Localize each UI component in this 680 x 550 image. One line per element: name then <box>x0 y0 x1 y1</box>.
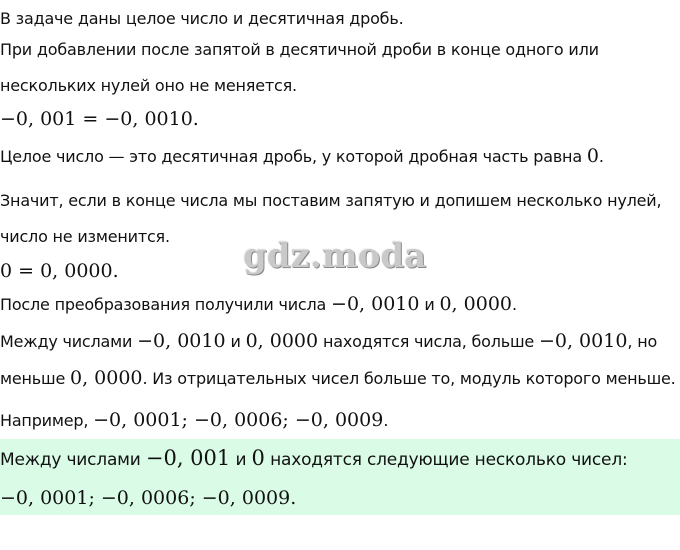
text: находятся следующие несколько чисел: <box>264 450 628 470</box>
line-task <box>0 9 403 29</box>
text: Между числами <box>0 332 138 351</box>
text: При добавлении после запятой в десятичной дроби в конце одного или <box>0 40 599 59</box>
math: 0, 0000 <box>69 367 143 389</box>
math: −0, 0010 <box>137 330 226 352</box>
math: −0, 0001; −0, 0006; −0, 0009 <box>93 409 384 431</box>
text: Значит, если в конце числа мы поставим запятую и допишем несколько нулей, <box>0 191 662 210</box>
line-rule-1 <box>0 40 599 60</box>
line-rule-2 <box>0 76 297 96</box>
line-conclusion-1 <box>0 191 661 211</box>
line-between-2 <box>0 368 676 389</box>
math: −0, 0010 <box>331 293 420 315</box>
equation-2 <box>0 259 119 283</box>
math: 0 <box>251 446 265 470</box>
text: меньше <box>0 369 70 388</box>
text: число не изменится. <box>0 227 170 246</box>
text: Например, <box>0 411 94 430</box>
math: 0 = 0, 0000. <box>0 260 119 282</box>
line-between-1 <box>0 331 657 352</box>
text: После преобразования получили числа <box>0 295 332 314</box>
watermark: gdz.moda <box>243 236 427 276</box>
math: −0, 0001; −0, 0006; −0, 0009. <box>0 487 297 509</box>
text: , но <box>627 332 658 351</box>
text: В задаче даны целое число и десятичная дробь. <box>0 9 404 28</box>
text: и <box>419 295 440 314</box>
line-conclusion-2 <box>0 227 170 247</box>
text: . <box>383 411 389 430</box>
math: −0, 001 = −0, 0010. <box>0 108 199 130</box>
text: нескольких нулей оно не меняется. <box>0 76 297 95</box>
math: −0, 0010 <box>538 330 628 352</box>
math: 0, 0000 <box>439 293 512 315</box>
line-example <box>0 410 388 431</box>
math: 0, 0000 <box>245 330 319 352</box>
text: . <box>598 147 604 166</box>
answer-line-2 <box>0 484 296 511</box>
text: . <box>512 295 517 314</box>
text: Целое число — это десятичная дробь, у которой дробная часть равна <box>0 147 587 166</box>
text: Между числами <box>0 450 146 470</box>
text: и <box>225 332 246 351</box>
text: и <box>230 450 252 470</box>
line-integer <box>0 146 604 167</box>
equation-1 <box>0 107 199 131</box>
text: находятся числа, больше <box>318 332 539 351</box>
text: . Из отрицательных чисел больше то, модуль которого меньше. <box>142 369 676 388</box>
answer-line-1 <box>0 448 628 470</box>
math: −0, 001 <box>145 446 231 470</box>
line-transform <box>0 294 517 315</box>
math: 0 <box>586 145 599 167</box>
